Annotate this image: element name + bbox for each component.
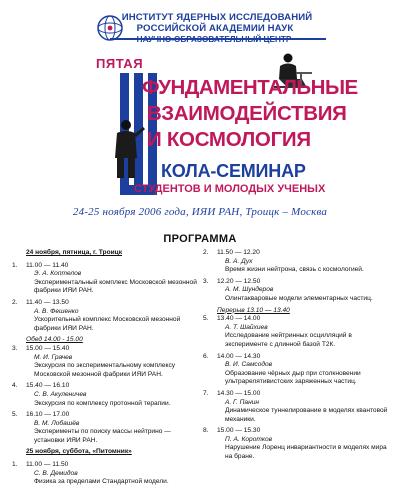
item-time: 11.00 — 11.50 bbox=[26, 461, 69, 469]
title-line3: И КОСМОЛОГИЯ bbox=[147, 128, 311, 151]
item-number: 4. bbox=[12, 382, 18, 390]
item-number: 3. bbox=[203, 277, 209, 285]
item-speaker: Э. А. Коптелов bbox=[34, 270, 82, 278]
item-description: Время жизни нейтрона, связь с космологией. bbox=[225, 266, 364, 274]
item-description: Эксперименты по поиску массы нейтрино — установки ИЯИ РАН. bbox=[34, 428, 171, 444]
program-item bbox=[203, 315, 391, 349]
program-item bbox=[203, 390, 391, 424]
program-left-column bbox=[12, 249, 198, 490]
institute-name-line2: РОССИЙСКОЙ АКАДЕМИИ НАУК bbox=[136, 23, 294, 34]
item-description: Олинтакваровые модели элементарных частиц. bbox=[225, 294, 373, 302]
item-time: 14.30 — 15.00 bbox=[217, 389, 261, 397]
item-time: 14.00 — 14.30 bbox=[217, 352, 261, 360]
item-speaker: В. А. Дух bbox=[225, 257, 253, 265]
item-number: 5. bbox=[12, 411, 18, 419]
program-item bbox=[12, 345, 198, 379]
item-speaker: В. М. Лобашёв bbox=[34, 419, 80, 427]
item-description: Физика за пределами Стандартной модели. bbox=[34, 478, 169, 486]
program-item bbox=[203, 249, 391, 275]
title-line1: ФУНДАМЕНТАЛЬНЫЕ bbox=[142, 76, 358, 99]
institute-header bbox=[108, 12, 316, 45]
item-description: Нарушение Лоренц инвариантности в моделях мира на бране. bbox=[225, 444, 387, 461]
item-description: Ускорительный комплекс Московской мезонной фабрики ИЯИ РАН. bbox=[34, 316, 181, 332]
item-time: 15.00 — 15.40 bbox=[26, 344, 70, 352]
institute-name-line1: ИНСТИТУТ ЯДЕРНЫХ ИССЛЕДОВАНИЙ bbox=[121, 12, 313, 23]
item-time: 13.40 — 14.00 bbox=[217, 315, 261, 323]
program-item bbox=[12, 262, 198, 296]
item-number: 1. bbox=[12, 461, 18, 469]
item-speaker: А. М. Шундеров bbox=[225, 286, 274, 294]
item-time: 15.40 — 16.10 bbox=[26, 382, 70, 390]
item-number: 2. bbox=[203, 249, 209, 256]
ordinal-label: ПЯТАЯ bbox=[96, 56, 144, 71]
program-item bbox=[203, 353, 391, 387]
item-number: 3. bbox=[12, 344, 18, 352]
program-item bbox=[12, 411, 198, 445]
item-time: 16.10 — 17.00 bbox=[26, 411, 70, 419]
item-time: 11.50 — 12.20 bbox=[217, 249, 260, 256]
title-line4: КОЛА-СЕМИНАР bbox=[161, 161, 306, 181]
program-item bbox=[203, 427, 391, 461]
lecturer-illustration-icon bbox=[106, 118, 146, 180]
item-number: 1. bbox=[12, 261, 18, 269]
item-description: Экспериментальный комплекс Московской мезонной фабрики ИЯИ РАН. bbox=[34, 278, 197, 295]
item-number: 8. bbox=[203, 427, 209, 435]
item-speaker: А. В. Фешенко bbox=[34, 307, 79, 315]
item-speaker: А. Т. Шайхиев bbox=[225, 323, 268, 331]
program-item bbox=[12, 299, 198, 333]
program-right-column bbox=[203, 249, 391, 465]
item-time: 11.40 — 13.50 bbox=[26, 298, 69, 306]
item-number: 2. bbox=[12, 298, 18, 306]
item-description: Исследование нейтринных осцилляций в эксперименте с длинной базой Т2К. bbox=[225, 332, 352, 348]
item-time: 11.00 — 11.40 bbox=[26, 261, 69, 269]
item-description: Образование чёрных дыр при столкновении ультрарелятивистских заряженных частиц. bbox=[225, 369, 361, 386]
item-description: Экскурсия по комплексу протонной терапии. bbox=[34, 399, 171, 407]
item-time: 12.20 — 12.50 bbox=[217, 277, 261, 285]
date-place-line: 24-25 ноября 2006 года, ИЯИ РАН, Троицк – Москва bbox=[72, 206, 328, 218]
item-time: 15.00 — 15.30 bbox=[217, 427, 261, 435]
item-description: Экскурсия по экспериментальному комплексу Московской мезонной фабрики ИЯИ РАН. bbox=[34, 362, 176, 378]
lunch-break-label: Обед 14.00 - 15.00 bbox=[26, 336, 83, 344]
day2-heading: 25 ноября, суббота, «Питомник» bbox=[26, 448, 132, 456]
day1-heading: 24 ноября, пятница, г. Троицк bbox=[26, 249, 123, 256]
program-heading: ПРОГРАММА bbox=[163, 233, 237, 245]
item-number: 7. bbox=[203, 389, 209, 397]
item-speaker: П. А. Коротков bbox=[225, 435, 273, 443]
item-speaker: В. И. Самсодов bbox=[225, 361, 273, 369]
program-item bbox=[12, 461, 198, 487]
item-number: 6. bbox=[203, 352, 209, 360]
program-item bbox=[203, 278, 391, 304]
item-number: 5. bbox=[203, 315, 209, 323]
header-divider bbox=[110, 38, 326, 40]
item-speaker: С. В. Акуленичев bbox=[34, 390, 87, 398]
title-line2: ВЗАИМОДЕЙСТВИЯ bbox=[147, 102, 347, 125]
item-speaker: С. В. Демидов bbox=[34, 469, 78, 477]
item-speaker: М. И. Грачев bbox=[34, 353, 73, 361]
item-description: Динамическое туннелирование в моделях квантовой механики. bbox=[225, 407, 388, 423]
title-line5: СТУДЕНТОВ И МОЛОДЫХ УЧЕНЫХ bbox=[134, 183, 326, 195]
item-speaker: А. Г. Панин bbox=[225, 398, 260, 406]
break-label: Перерыв 13.10 — 13.40 bbox=[217, 306, 290, 314]
program-item bbox=[12, 382, 198, 408]
